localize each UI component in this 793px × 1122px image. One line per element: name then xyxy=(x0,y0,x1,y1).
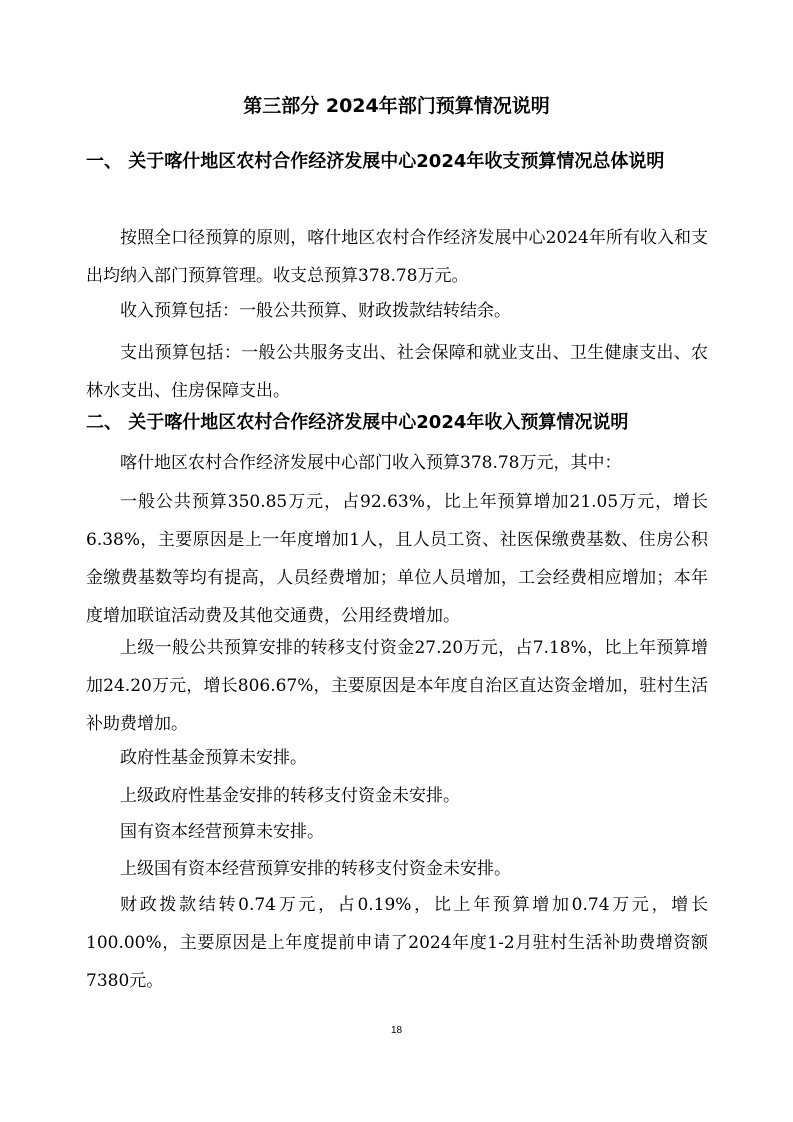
section-2-paragraph-6: 国有资本经营预算未安排。 xyxy=(120,822,324,842)
section-2-paragraph-1: 喀什地区农村合作经济发展中心部门收入预算378.78万元，其中： xyxy=(120,453,622,473)
section-1-paragraph-1: 按照全口径预算的原则，喀什地区农村合作经济发展中心2024年所有收入和支出均纳入部门预算管理。收支总预算378.78万元。 xyxy=(86,228,708,286)
section-2-paragraph-4: 政府性基金预算未安排。 xyxy=(120,748,307,768)
section-2-heading: 二、 关于喀什地区农村合作经济发展中心2024年收入预算情况说明 xyxy=(86,412,629,433)
section-1-paragraph-2: 收入预算包括：一般公共预算、财政拨款结转结余。 xyxy=(120,301,511,321)
section-2-paragraph-2: 一般公共预算350.85万元，占92.63%，比上年预算增加21.05万元，增长6.38%，主要原因是上一年度增加1人，且人员工资、社医保缴费基数、住房公积金缴费基数等均有提高，人员经费增加；单位人员增加，工会经费相应增加；本年度增加联谊活动费及其他交通费，公用经费增加。 xyxy=(86,492,708,626)
section-2-paragraph-8: 财政拨款结转0.74万元，占0.19%，比上年预算增加0.74万元，增长100.00%，主要原因是上年度提前申请了2024年度1-2月驻村生活补助费增资额7380元。 xyxy=(86,895,708,991)
section-2-paragraph-5: 上级政府性基金安排的转移支付资金未安排。 xyxy=(120,786,460,806)
page-title: 第三部分 2024年部门预算情况说明 xyxy=(243,95,550,117)
section-2-paragraph-3: 上级一般公共预算安排的转移支付资金27.20万元，占7.18%，比上年预算增加24.20万元，增长806.67%，主要原因是本年度自治区直达资金增加，驻村生活补助费增加。 xyxy=(86,638,708,734)
section-2-paragraph-7: 上级国有资本经营预算安排的转移支付资金未安排。 xyxy=(120,859,511,879)
page-number: 18 xyxy=(390,1025,403,1036)
section-1-heading: 一、 关于喀什地区农村合作经济发展中心2024年收支预算情况总体说明 xyxy=(86,151,665,172)
section-1-paragraph-3: 支出预算包括：一般公共服务支出、社会保障和就业支出、卫生健康支出、农林水支出、住房保障支出。 xyxy=(86,343,708,401)
